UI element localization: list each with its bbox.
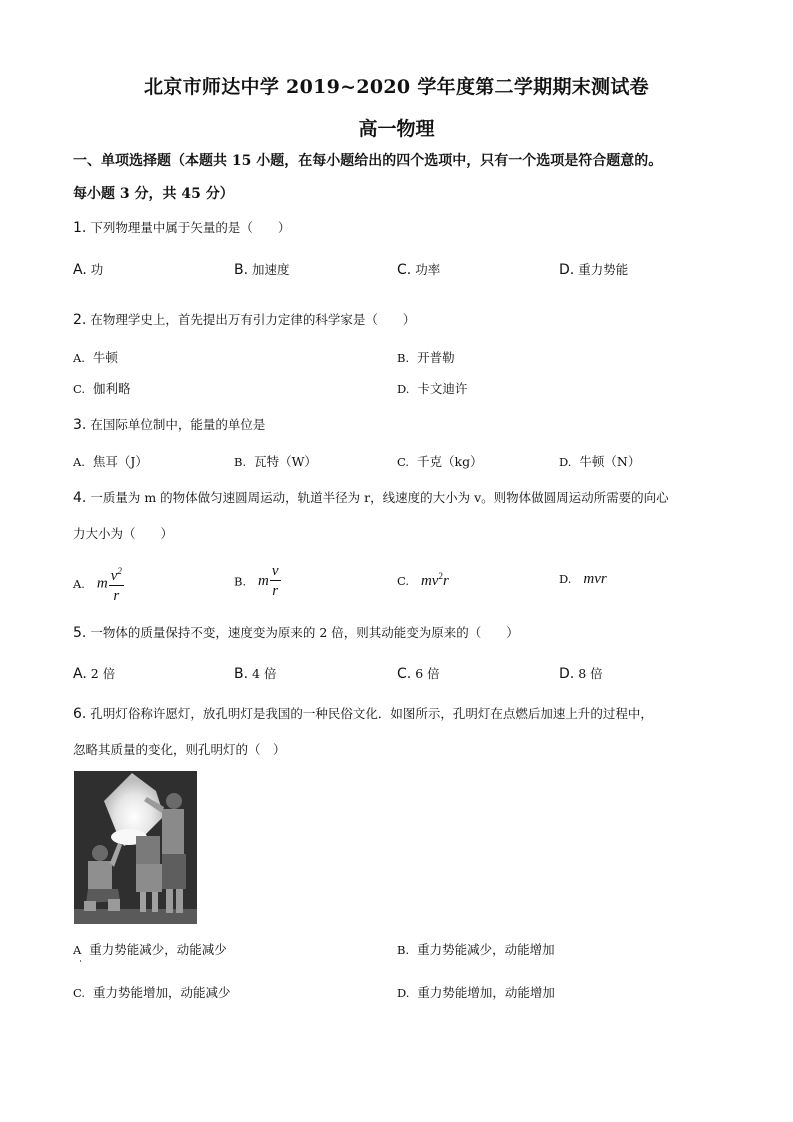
question-number: 5.: [73, 625, 87, 641]
option-a[interactable]: A. 牛顿: [73, 350, 118, 365]
option-c[interactable]: C. $mv^2r$: [397, 571, 449, 589]
option-b[interactable]: B. 开普勒: [397, 350, 455, 365]
question-stem-line1: [73, 488, 669, 506]
question-number: 6.: [73, 706, 87, 722]
question-text: 下列物理量中属于矢量的是（ ）: [90, 220, 291, 235]
section-heading-line1: 一、单项选择题（本题共 15 小题，在每小题给出的四个选项中，只有一个选项是符合题意的。: [73, 153, 663, 169]
question-stem: [73, 415, 265, 433]
question-stem-line1: [73, 704, 653, 722]
question-text: 孔明灯俗称许愿灯，放孔明灯是我国的一种民俗文化．如图所示，孔明灯在点燃后加速上升的过程中，: [90, 706, 653, 721]
option-c[interactable]: C. 千克（kg）: [397, 454, 483, 469]
option-b[interactable]: B. m $\frac{v}{r}$: [234, 563, 279, 599]
stray-mark: [80, 960, 81, 962]
option-b[interactable]: B. 加速度: [234, 262, 290, 278]
question-number: 1.: [73, 220, 87, 236]
option-d[interactable]: D. 重力势能增加，动能增加: [397, 985, 555, 1000]
question-stem: [73, 623, 519, 641]
question-number: 2.: [73, 312, 87, 328]
option-d[interactable]: D. 牛顿（N）: [559, 454, 641, 469]
option-d[interactable]: D. 重力势能: [559, 262, 629, 278]
option-c[interactable]: C. 功率: [397, 262, 441, 278]
option-c[interactable]: C. 伽利略: [73, 381, 131, 396]
exam-title: 北京市师达中学 2019~2020 学年度第二学期期末测试卷: [144, 76, 649, 98]
option-a[interactable]: A. 2 倍: [73, 666, 116, 682]
question-number: 4.: [73, 490, 87, 506]
question-text: 在物理学史上，首先提出万有引力定律的科学家是（ ）: [90, 312, 416, 327]
question-number: 3.: [73, 417, 87, 433]
fraction: $\frac{v^2}{r}$: [109, 562, 124, 606]
fraction: $\frac{v}{r}$: [271, 563, 279, 599]
question-stem-line2: 忽略其质量的变化，则孔明灯的（ ）: [73, 742, 286, 757]
section-heading-line2: 每小题 3 分，共 45 分）: [73, 186, 234, 202]
question-stem: [73, 310, 415, 328]
question-text: 在国际单位制中，能量的单位是: [90, 417, 266, 432]
question-text: 一质量为 m 的物体做匀速圆周运动，轨道半径为 r，线速度的大小为 v。则物体做圆周运动所需要的向心: [90, 490, 669, 505]
option-b[interactable]: B. 瓦特（W）: [234, 454, 317, 469]
option-a[interactable]: A. 焦耳（J）: [73, 454, 148, 469]
question-stem: [73, 218, 290, 236]
option-a[interactable]: A. m $\frac{v^2}{r}$: [73, 562, 124, 606]
option-a[interactable]: A. 功: [73, 262, 104, 278]
option-d[interactable]: D. 8 倍: [559, 666, 603, 682]
option-b[interactable]: B. 4 倍: [234, 666, 277, 682]
question-stem-line2: 力大小为（ ）: [73, 526, 174, 541]
sky-lantern-photo: [74, 771, 197, 924]
question-text: 一物体的质量保持不变，速度变为原来的 2 倍，则其动能变为原来的（ ）: [90, 625, 519, 640]
option-c[interactable]: C. 重力势能增加，动能减少: [73, 985, 231, 1000]
option-a[interactable]: A 重力势能减少，动能减少: [73, 942, 227, 957]
option-d[interactable]: D. 卡文迪许: [397, 381, 468, 396]
option-d[interactable]: D. mvr: [559, 571, 607, 587]
option-c[interactable]: C. 6 倍: [397, 666, 440, 682]
exam-subject: 高一物理: [358, 118, 435, 140]
option-b[interactable]: B. 重力势能减少，动能增加: [397, 942, 555, 957]
